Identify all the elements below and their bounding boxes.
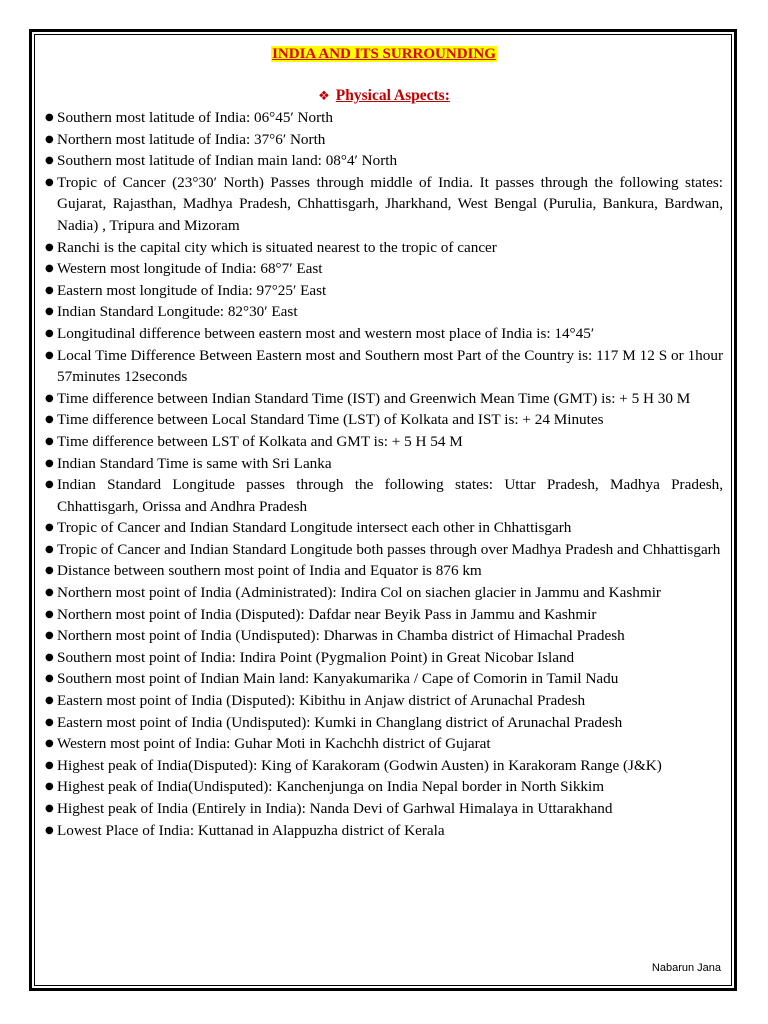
- list-item: [45, 258, 723, 280]
- bullet-icon: ●: [45, 241, 54, 253]
- list-item: [45, 755, 723, 777]
- list-item-text: Indian Standard Time is same with Sri Lanka: [57, 454, 332, 472]
- bullet-icon: ●: [45, 565, 54, 577]
- bullet-icon: ●: [45, 781, 54, 793]
- list-item: [45, 431, 723, 453]
- bullet-icon: ●: [45, 349, 54, 361]
- list-item-text: Southern most point of Indian Main land: Kanyakumarika / Cape of Comorin in Tamil Nadu: [57, 670, 619, 688]
- bullet-icon: ●: [45, 392, 54, 404]
- list-item: [45, 107, 723, 129]
- bullet-icon: ●: [45, 608, 54, 620]
- document-content: [45, 44, 723, 841]
- bullet-icon: ●: [45, 738, 54, 750]
- list-item: [45, 820, 723, 842]
- list-item: [45, 474, 723, 517]
- list-item: [45, 604, 723, 626]
- bullet-icon: ●: [45, 284, 54, 296]
- bullet-icon: ●: [45, 587, 54, 599]
- bullet-icon: ●: [45, 651, 54, 663]
- list-item-text: Southern most point of India: Indira Point (Pygmalion Point) in Great Nicobar Island: [57, 648, 575, 666]
- list-item-text: Southern most latitude of India: 06°45′ North: [57, 109, 333, 126]
- list-item: [45, 625, 723, 647]
- list-item: [45, 517, 723, 539]
- document-title-text: INDIA AND ITS SURROUNDING: [272, 46, 496, 62]
- list-item: [45, 712, 723, 734]
- footer-author: Nabarun Jana: [651, 962, 721, 974]
- bullet-icon: ●: [45, 479, 54, 491]
- section-heading-text: Physical Aspects:: [335, 87, 450, 104]
- bullet-icon: ●: [45, 457, 54, 469]
- list-item: [45, 560, 723, 582]
- list-item: [45, 172, 723, 237]
- list-item-text: Lowest Place of India: Kuttanad in Alappuzha district of Kerala: [57, 821, 445, 839]
- list-item: [45, 453, 723, 475]
- list-item-text: Northern most latitude of India: 37°6′ North: [57, 130, 326, 148]
- section-heading: [45, 86, 723, 107]
- list-item-text: Time difference between LST of Kolkata and GMT is: + 5 H 54 M: [57, 432, 463, 450]
- list-item: [45, 129, 723, 151]
- list-item-text: Eastern most point of India (Undisputed): Kumki in Changlang district of Arunachal Pradesh: [57, 713, 623, 731]
- list-item-text: Northern most point of India (Undisputed): Dharwas in Chamba district of Himachal Pradesh: [57, 627, 625, 645]
- list-item-text: Distance between southern most point of India and Equator is 876 km: [57, 562, 482, 580]
- list-item: [45, 150, 723, 172]
- list-item-text: Indian Standard Longitude passes through the following states: Uttar Pradesh, Madhya Pradesh, Chhattisgarh, Orissa and Andhra Pradesh: [57, 476, 723, 515]
- list-item-text: Highest peak of India(Undisputed): Kanchenjunga on India Nepal border in North Sikkim: [57, 778, 605, 796]
- bullet-icon: ●: [45, 824, 54, 836]
- bullet-icon: ●: [45, 414, 54, 426]
- diamond-bullet-icon: ❖: [318, 89, 330, 104]
- bullet-icon: ●: [45, 673, 54, 685]
- list-item-text: Southern most latitude of Indian main land: 08°4′ North: [57, 152, 398, 170]
- bullet-icon: ●: [45, 306, 54, 318]
- list-item-text: Tropic of Cancer (23°30′ North) Passes through middle of India. It passes through the following states: Gujarat, Rajasthan, Madhya Pradesh, Chhattisgarh, Jharkhand, West Bengal (Purulia, Bankura, Bardwan, Nadia) , Tripura and Mizoram: [57, 173, 723, 234]
- list-item: [45, 345, 723, 388]
- document-title: [45, 44, 723, 64]
- bullet-icon: ●: [45, 263, 54, 275]
- list-item: [45, 323, 723, 345]
- bullet-icon: ●: [45, 435, 54, 447]
- bullet-icon: ●: [45, 543, 54, 555]
- bullet-icon: ●: [45, 133, 54, 145]
- list-item-text: Highest peak of India (Entirely in India): Nanda Devi of Garhwal Himalaya in Uttarakhand: [57, 800, 613, 817]
- list-item-text: Tropic of Cancer and Indian Standard Longitude intersect each other in Chhattisgarh: [57, 519, 572, 537]
- list-item-text: Indian Standard Longitude: 82°30′ East: [57, 303, 298, 321]
- list-item-text: Longitudinal difference between eastern most and western most place of India is: 14°45′: [57, 324, 595, 342]
- list-item: [45, 539, 723, 561]
- list-item-text: Highest peak of India(Disputed): King of Karakoram (Godwin Austen) in Karakoram Range (J&K): [57, 756, 662, 774]
- list-item: [45, 798, 723, 820]
- list-item: [45, 301, 723, 323]
- bullet-icon: ●: [45, 155, 54, 167]
- list-item: [45, 388, 723, 410]
- bullet-icon: ●: [45, 176, 54, 188]
- list-item-text: Eastern most longitude of India: 97°25′ East: [57, 281, 327, 299]
- list-item-text: Time difference between Indian Standard Time (IST) and Greenwich Mean Time (GMT) is: + 5 H 30 M: [57, 389, 691, 407]
- bullet-icon: ●: [45, 630, 54, 642]
- bullet-icon: ●: [45, 695, 54, 707]
- list-item: [45, 280, 723, 302]
- bullet-icon: ●: [45, 522, 54, 534]
- list-item-text: Local Time Difference Between Eastern most and Southern most Part of the Country is: 117 M 12 S or 1hour 57minutes 12seconds: [57, 346, 723, 386]
- bullet-icon: ●: [45, 327, 54, 339]
- list-item-text: Northern most point of India (Administrated): Indira Col on siachen glacier in Jammu and Kashmir: [57, 584, 661, 602]
- facts-list: [45, 107, 723, 841]
- list-item-text: Time difference between Local Standard Time (LST) of Kolkata and IST is: + 24 Minutes: [57, 411, 604, 429]
- bullet-icon: ●: [45, 716, 54, 728]
- list-item-text: Western most point of India: Guhar Moti in Kachchh district of Gujarat: [57, 735, 491, 753]
- list-item: [45, 409, 723, 431]
- list-item-text: Western most longitude of India: 68°7′ East: [57, 260, 323, 278]
- bullet-icon: ●: [45, 803, 54, 814]
- list-item: [45, 582, 723, 604]
- list-item: [45, 733, 723, 755]
- list-item: [45, 237, 723, 259]
- bullet-icon: ●: [45, 112, 54, 123]
- list-item-text: Tropic of Cancer and Indian Standard Longitude both passes through over Madhya Pradesh and Chhattisgarh: [57, 540, 721, 558]
- list-item: [45, 690, 723, 712]
- list-item-text: Ranchi is the capital city which is situated nearest to the tropic of cancer: [57, 238, 497, 256]
- bullet-icon: ●: [45, 759, 54, 771]
- list-item: [45, 776, 723, 798]
- list-item: [45, 668, 723, 690]
- list-item-text: Northern most point of India (Disputed): Dafdar near Beyik Pass in Jammu and Kashmir: [57, 605, 597, 623]
- list-item-text: Eastern most point of India (Disputed): Kibithu in Anjaw district of Arunachal Pradesh: [57, 692, 586, 710]
- list-item: [45, 647, 723, 669]
